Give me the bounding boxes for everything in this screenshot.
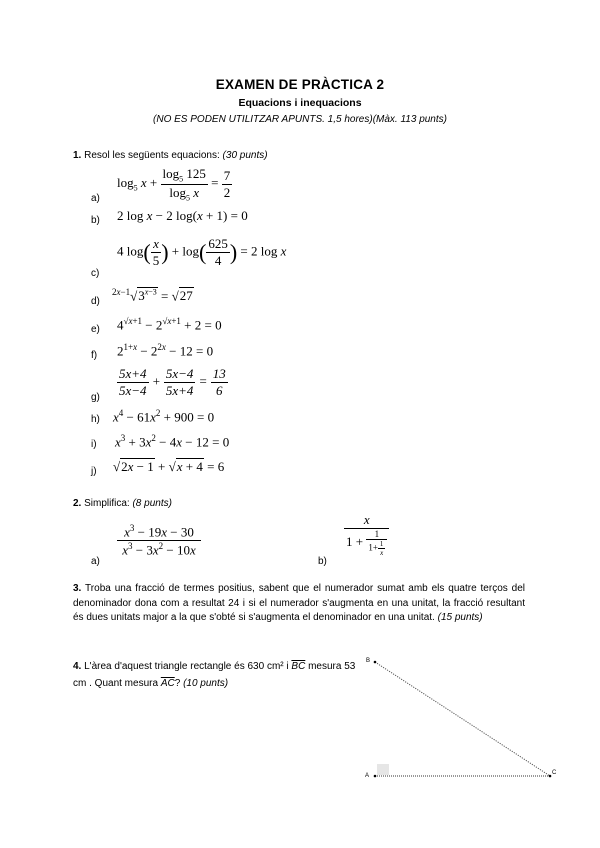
q3-points: (15 punts) (437, 612, 483, 623)
q2-text: Simplifica: (81, 498, 133, 509)
q1-label-a: a) (91, 193, 100, 204)
q1-text: Resol les següents equacions: (81, 150, 223, 161)
q3-paragraph (73, 582, 525, 626)
vertex-c-point (549, 775, 552, 778)
vertex-b-point (374, 661, 377, 664)
q1-label-h: h) (91, 414, 100, 425)
equation-b: 2 log x − 2 log(x + 1) = 0 (117, 208, 248, 223)
q1-label-b: b) (91, 215, 100, 226)
q2-label-b: b) (318, 556, 327, 567)
q1-heading (73, 149, 268, 164)
equation-g: $\frac{5x+4}{5x-4}$ + $\frac{5x-4}{5x+4}$ = $\frac{13}{6}$ (119, 366, 226, 398)
vertex-a-label: A (365, 773, 370, 779)
q1-label-j: j) (91, 466, 97, 477)
simplify-a: $\frac{x^3 - 19x - 30}{x^3 - 3x^2 - 10x}$ (117, 523, 201, 559)
q4-text-a: L'àrea d'aquest triangle rectangle és 630 cm² i (81, 661, 292, 672)
equation-h: $x^4 - 61x^2 + 900 = 0$ (113, 408, 215, 425)
q4-paragraph (73, 658, 363, 692)
q1-label-i: i) (91, 439, 97, 450)
equation-f: $2^{1+x} - 2^{2x} - 12 = 0$ (117, 342, 214, 359)
equation-a: $\log_5 x$ + $\frac{\log_5 125}{\log_5 x}$ = $\frac{7}{2}$ (117, 166, 231, 203)
q4-text-c: ? (174, 678, 184, 689)
hypotenuse-bc (375, 662, 550, 776)
q2-points: (8 punts) (132, 498, 172, 509)
q1-label-e: e) (91, 324, 100, 335)
q1-label-f: f) (91, 350, 98, 361)
vertex-b-label: B (366, 658, 371, 664)
q1-number: 1. (73, 150, 82, 161)
q1-label-c: c) (91, 268, 100, 279)
q1-points: (30 punts) (222, 150, 268, 161)
q3-text: Troba una fracció de termes positius, sabent que el numerador sumat amb els quatre terços del denominador dona com a resultat 24 i si el numerador s'augmenta en una unitat, la fracció resultant és dues unitats major a la que s'obté si s'augmenta el denominador en una unitat. (73, 583, 525, 623)
equation-c: 4 log( $\frac{x}{5}$ ) + log( $\frac{625}{4}$ ) = 2 log x (117, 236, 287, 268)
segment-ac: $\overline{AC}$ (160, 678, 175, 689)
q2-number: 2. (73, 498, 82, 509)
simplify-b: x 1 + 1 1+ $\frac{1}{x}$ (344, 512, 389, 557)
equation-d: $^{2x-1}√3^{x-3} = √27$ (112, 287, 193, 304)
exam-note: (NO ES PODEN UTILITZAR APUNTS. 1,5 hores)(Màx. 113 punts) (153, 114, 447, 125)
right-triangle-figure (360, 650, 560, 790)
q2-heading (73, 497, 172, 512)
exam-subtitle: Equacions i inequacions (238, 97, 362, 109)
q3-number: 3. (73, 583, 82, 594)
q2-label-a: a) (91, 556, 100, 567)
segment-bc: $\overline{BC}$ (291, 661, 306, 672)
q4-points: (10 punts) (183, 678, 229, 689)
q1-label-g: g) (91, 392, 100, 403)
equation-i: $x^3 + 3x^2 - 4x - 12 = 0$ (115, 433, 230, 450)
q4-text-b: mesura 53 cm . Quant mesura (73, 661, 356, 689)
q4-number: 4. (73, 661, 82, 672)
q1-label-d: d) (91, 296, 100, 307)
right-angle-marker (377, 764, 389, 775)
equation-j: √2x − 1 + √x + 4 = 6 (113, 459, 225, 474)
vertex-a-point (374, 775, 377, 778)
vertex-c-label: C (552, 770, 557, 776)
equation-e: $4^{√x+1} - 2^{√x+1} + 2 = 0$ (117, 316, 222, 333)
exam-title: EXAMEN DE PRÀCTICA 2 (215, 77, 385, 92)
